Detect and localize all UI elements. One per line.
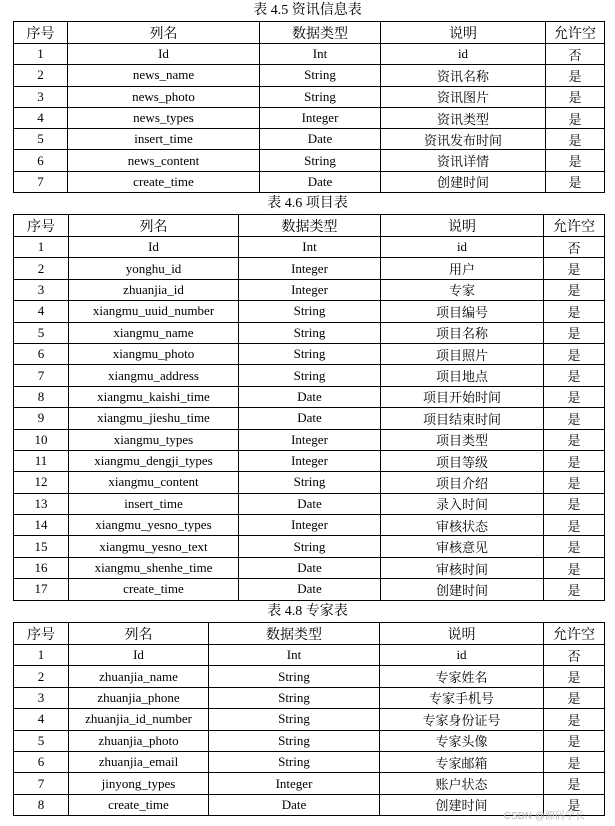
header-data-type: 数据类型 [260, 22, 381, 44]
cell-index: 9 [14, 408, 69, 429]
cell-nullable: 否 [546, 44, 605, 65]
cell-nullable: 是 [544, 709, 605, 730]
cell-data-type: String [239, 343, 381, 364]
cell-column-name: news_name [68, 65, 260, 86]
cell-description: 专家身份证号 [380, 709, 544, 730]
cell-column-name: create_time [68, 171, 260, 192]
cell-data-type: String [209, 709, 380, 730]
cell-nullable: 是 [544, 557, 605, 578]
cell-description: 项目编号 [381, 301, 544, 322]
cell-nullable: 是 [544, 343, 605, 364]
cell-description: 专家邮箱 [380, 751, 544, 772]
cell-column-name: zhuanjia_id [69, 279, 239, 300]
cell-description: 资讯发布时间 [381, 129, 546, 150]
cell-nullable: 否 [544, 237, 605, 258]
cell-index: 1 [14, 645, 69, 666]
cell-column-name: zhuanjia_name [69, 666, 209, 687]
table-row [14, 557, 605, 578]
table-row [14, 450, 605, 471]
cell-nullable: 是 [544, 279, 605, 300]
cell-column-name: xiangmu_yesno_text [69, 536, 239, 557]
cell-column-name: xiangmu_photo [69, 343, 239, 364]
cell-nullable: 是 [546, 107, 605, 128]
cell-data-type: Integer [209, 773, 380, 794]
table-row [14, 472, 605, 493]
cell-description: 项目类型 [381, 429, 544, 450]
cell-column-name: zhuanjia_photo [69, 730, 209, 751]
table-row [14, 343, 605, 364]
header-nullable: 允许空 [546, 22, 605, 44]
cell-column-name: Id [69, 237, 239, 258]
cell-column-name: zhuanjia_email [69, 751, 209, 772]
cell-index: 7 [14, 171, 68, 192]
cell-description: id [381, 44, 546, 65]
cell-column-name: news_photo [68, 86, 260, 107]
table-row [14, 171, 605, 192]
cell-index: 5 [14, 129, 68, 150]
cell-index: 2 [14, 666, 69, 687]
cell-description: 创建时间 [380, 794, 544, 815]
cell-description: 账户状态 [380, 773, 544, 794]
cell-column-name: Id [68, 44, 260, 65]
cell-description: 资讯名称 [381, 65, 546, 86]
cell-data-type: String [239, 536, 381, 557]
cell-nullable: 是 [544, 751, 605, 772]
cell-column-name: news_types [68, 107, 260, 128]
cell-column-name: news_content [68, 150, 260, 171]
cell-data-type: Integer [239, 450, 381, 471]
cell-nullable: 是 [544, 666, 605, 687]
cell-data-type: Date [260, 171, 381, 192]
cell-column-name: xiangmu_uuid_number [69, 301, 239, 322]
table-header-row [14, 623, 605, 645]
cell-description: 项目地点 [381, 365, 544, 386]
cell-column-name: xiangmu_address [69, 365, 239, 386]
cell-index: 1 [14, 237, 69, 258]
cell-data-type: String [209, 666, 380, 687]
watermark: CSDN @源码学长 [503, 811, 585, 822]
table-row [14, 408, 605, 429]
cell-data-type: String [239, 301, 381, 322]
header-nullable: 允许空 [544, 215, 605, 237]
cell-column-name: xiangmu_shenhe_time [69, 557, 239, 578]
cell-data-type: Date [260, 129, 381, 150]
cell-description: 专家头像 [380, 730, 544, 751]
table-row [14, 237, 605, 258]
table-row [14, 65, 605, 86]
cell-description: 创建时间 [381, 171, 546, 192]
table-row [14, 322, 605, 343]
cell-index: 12 [14, 472, 69, 493]
cell-data-type: Integer [239, 515, 381, 536]
cell-index: 5 [14, 730, 69, 751]
cell-index: 6 [14, 343, 69, 364]
cell-nullable: 是 [546, 65, 605, 86]
cell-index: 14 [14, 515, 69, 536]
cell-column-name: jinyong_types [69, 773, 209, 794]
cell-nullable: 是 [544, 687, 605, 708]
cell-data-type: Integer [239, 279, 381, 300]
table-row [14, 579, 605, 600]
cell-index: 15 [14, 536, 69, 557]
cell-description: 项目照片 [381, 343, 544, 364]
table-row [14, 129, 605, 150]
cell-description: 专家姓名 [380, 666, 544, 687]
cell-data-type: Date [239, 408, 381, 429]
cell-index: 3 [14, 279, 69, 300]
cell-column-name: xiangmu_dengji_types [69, 450, 239, 471]
header-data-type: 数据类型 [209, 623, 380, 645]
table-row [14, 645, 605, 666]
table-caption: 表 4.6 项目表 [267, 196, 348, 211]
cell-description: 审核时间 [381, 557, 544, 578]
cell-column-name: create_time [69, 579, 239, 600]
cell-data-type: String [239, 322, 381, 343]
expert-table [13, 622, 605, 816]
cell-index: 6 [14, 150, 68, 171]
cell-nullable: 是 [546, 129, 605, 150]
table-row [14, 687, 605, 708]
cell-description: 创建时间 [381, 579, 544, 600]
cell-description: 审核意见 [381, 536, 544, 557]
cell-index: 3 [14, 86, 68, 107]
cell-column-name: xiangmu_types [69, 429, 239, 450]
table-row [14, 493, 605, 514]
cell-column-name: xiangmu_yesno_types [69, 515, 239, 536]
table-row [14, 773, 605, 794]
cell-data-type: Int [209, 645, 380, 666]
cell-description: 项目等级 [381, 450, 544, 471]
cell-nullable: 是 [544, 493, 605, 514]
project-table [13, 214, 605, 601]
cell-column-name: xiangmu_kaishi_time [69, 386, 239, 407]
news-info-table [13, 21, 605, 193]
cell-index: 1 [14, 44, 68, 65]
cell-index: 13 [14, 493, 69, 514]
cell-description: 用户 [381, 258, 544, 279]
cell-data-type: String [239, 365, 381, 386]
cell-nullable: 是 [544, 408, 605, 429]
cell-index: 4 [14, 107, 68, 128]
cell-data-type: Integer [260, 107, 381, 128]
table-row [14, 709, 605, 730]
cell-index: 16 [14, 557, 69, 578]
table-header-row [14, 22, 605, 44]
cell-description: 审核状态 [381, 515, 544, 536]
cell-nullable: 是 [544, 472, 605, 493]
header-description: 说明 [381, 22, 546, 44]
table-row [14, 386, 605, 407]
cell-nullable: 是 [544, 773, 605, 794]
cell-index: 6 [14, 751, 69, 772]
cell-index: 3 [14, 687, 69, 708]
table-caption: 表 4.8 专家表 [267, 604, 348, 619]
cell-index: 8 [14, 794, 69, 815]
cell-index: 4 [14, 301, 69, 322]
cell-column-name: create_time [69, 794, 209, 815]
table-body [14, 237, 605, 601]
cell-description: 专家 [381, 279, 544, 300]
cell-index: 8 [14, 386, 69, 407]
cell-nullable: 是 [544, 515, 605, 536]
cell-description: 录入时间 [381, 493, 544, 514]
cell-nullable: 是 [544, 429, 605, 450]
cell-index: 11 [14, 450, 69, 471]
cell-data-type: Date [239, 386, 381, 407]
cell-index: 5 [14, 322, 69, 343]
cell-data-type: Int [239, 237, 381, 258]
table-row [14, 666, 605, 687]
cell-index: 2 [14, 65, 68, 86]
table-row [14, 279, 605, 300]
table-row [14, 515, 605, 536]
cell-column-name: xiangmu_jieshu_time [69, 408, 239, 429]
cell-nullable: 是 [544, 301, 605, 322]
cell-index: 10 [14, 429, 69, 450]
table-row [14, 258, 605, 279]
cell-data-type: String [260, 150, 381, 171]
table-row [14, 86, 605, 107]
cell-column-name: zhuanjia_id_number [69, 709, 209, 730]
cell-column-name: zhuanjia_phone [69, 687, 209, 708]
cell-data-type: Date [209, 794, 380, 815]
cell-data-type: Int [260, 44, 381, 65]
cell-description: 项目介绍 [381, 472, 544, 493]
cell-column-name: yonghu_id [69, 258, 239, 279]
cell-column-name: insert_time [69, 493, 239, 514]
cell-description: id [380, 645, 544, 666]
table-row [14, 429, 605, 450]
cell-description: 资讯详情 [381, 150, 546, 171]
header-column-name: 列名 [69, 215, 239, 237]
header-index: 序号 [14, 623, 69, 645]
cell-data-type: Date [239, 557, 381, 578]
cell-nullable: 是 [544, 450, 605, 471]
cell-nullable: 是 [544, 536, 605, 557]
cell-data-type: Integer [239, 258, 381, 279]
cell-nullable: 否 [544, 645, 605, 666]
header-column-name: 列名 [69, 623, 209, 645]
cell-data-type: Date [239, 579, 381, 600]
cell-nullable: 是 [544, 579, 605, 600]
cell-nullable: 是 [544, 365, 605, 386]
table-header-row [14, 215, 605, 237]
cell-column-name: xiangmu_content [69, 472, 239, 493]
header-description: 说明 [381, 215, 544, 237]
cell-data-type: Date [239, 493, 381, 514]
table-row [14, 751, 605, 772]
cell-data-type: Integer [239, 429, 381, 450]
cell-description: 专家手机号 [380, 687, 544, 708]
cell-column-name: insert_time [68, 129, 260, 150]
cell-nullable: 是 [546, 86, 605, 107]
cell-nullable: 是 [546, 150, 605, 171]
header-column-name: 列名 [68, 22, 260, 44]
cell-description: 项目开始时间 [381, 386, 544, 407]
cell-description: 资讯类型 [381, 107, 546, 128]
table-body [14, 645, 605, 816]
table-row [14, 150, 605, 171]
table-row [14, 536, 605, 557]
header-data-type: 数据类型 [239, 215, 381, 237]
cell-index: 7 [14, 365, 69, 386]
header-nullable: 允许空 [544, 623, 605, 645]
cell-description: 资讯图片 [381, 86, 546, 107]
cell-description: 项目结束时间 [381, 408, 544, 429]
table-body [14, 44, 605, 193]
table-caption: 表 4.5 资讯信息表 [253, 3, 362, 18]
cell-description: 项目名称 [381, 322, 544, 343]
cell-data-type: String [209, 751, 380, 772]
cell-data-type: String [209, 687, 380, 708]
header-description: 说明 [380, 623, 544, 645]
cell-nullable: 是 [544, 386, 605, 407]
cell-data-type: String [260, 65, 381, 86]
cell-index: 7 [14, 773, 69, 794]
table-row [14, 44, 605, 65]
cell-nullable: 是 [544, 794, 605, 815]
cell-data-type: String [260, 86, 381, 107]
header-index: 序号 [14, 215, 69, 237]
table-row [14, 730, 605, 751]
cell-index: 4 [14, 709, 69, 730]
cell-index: 2 [14, 258, 69, 279]
cell-index: 17 [14, 579, 69, 600]
cell-column-name: xiangmu_name [69, 322, 239, 343]
cell-nullable: 是 [544, 730, 605, 751]
header-index: 序号 [14, 22, 68, 44]
cell-nullable: 是 [544, 258, 605, 279]
cell-nullable: 是 [546, 171, 605, 192]
cell-data-type: String [209, 730, 380, 751]
cell-description: id [381, 237, 544, 258]
cell-nullable: 是 [544, 322, 605, 343]
cell-data-type: String [239, 472, 381, 493]
table-row [14, 107, 605, 128]
cell-column-name: Id [69, 645, 209, 666]
table-row [14, 365, 605, 386]
table-row [14, 301, 605, 322]
